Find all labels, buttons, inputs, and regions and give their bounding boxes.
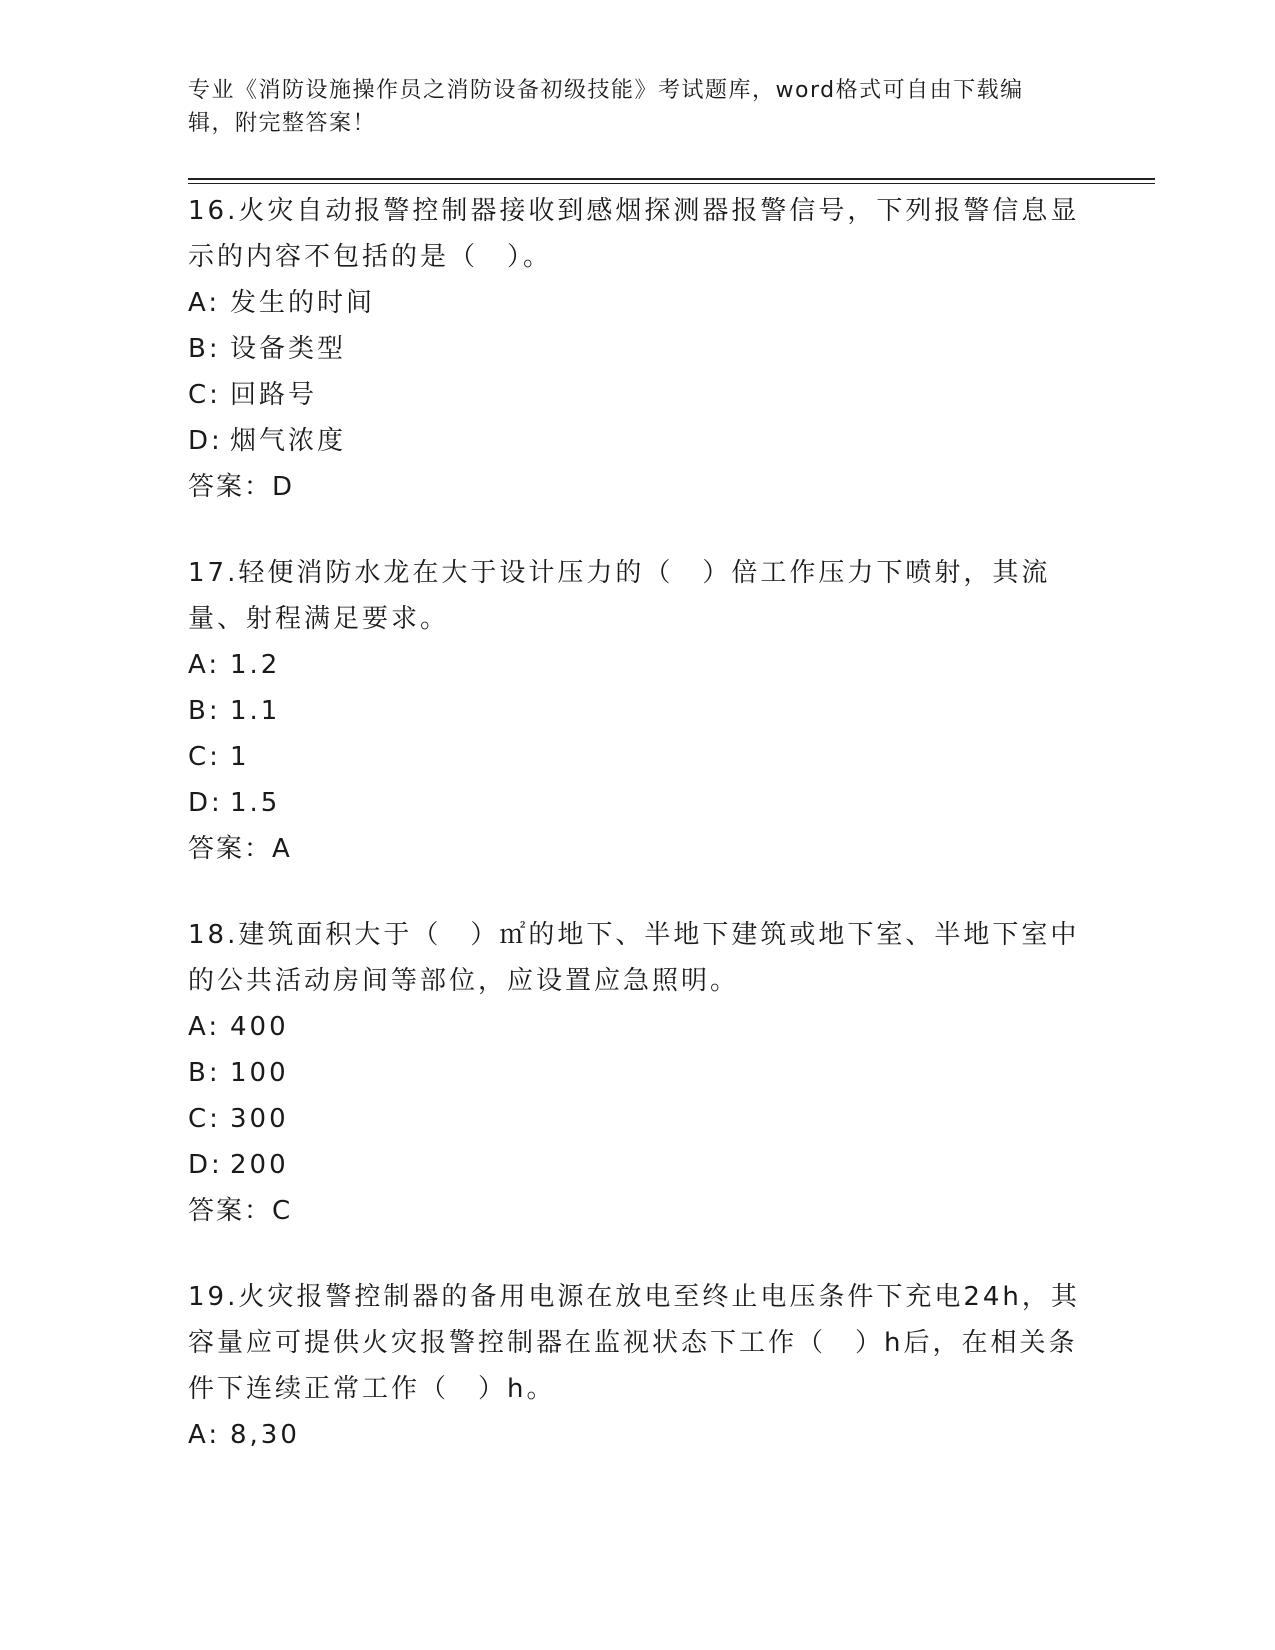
option-b [188, 326, 1088, 372]
answer-line: 答案：C [188, 1196, 293, 1226]
option-text: 300 [230, 1104, 289, 1134]
option-key: C: [188, 742, 221, 772]
option-b [188, 688, 1088, 734]
option-a [188, 1004, 1088, 1050]
option-c [188, 372, 1088, 418]
header-divider-thin [188, 183, 1155, 184]
document-header: 专业《消防设施操作员之消防设备初级技能》考试题库，word格式可自由下载编辑，附完整答案！ [188, 78, 1024, 136]
answer-line: 答案：A [188, 834, 292, 864]
question-19 [188, 1274, 1088, 1458]
question-stem: 19.火灾报警控制器的备用电源在放电至终止电压条件下充电24h，其容量应可提供火灾报警控制器在监视状态下工作（ ）h后，在相关条件下连续正常工作（ ）h。 [188, 1282, 1080, 1404]
option-key: A: [188, 650, 221, 680]
option-text: 烟气浓度 [230, 426, 347, 456]
option-text: 100 [230, 1058, 289, 1088]
option-text: 设备类型 [230, 334, 347, 364]
option-text: 1.2 [230, 650, 281, 680]
option-d [188, 780, 1088, 826]
question-stem: 18.建筑面积大于（ ）㎡的地下、半地下建筑或地下室、半地下室中的公共活动房间等部位，应设置应急照明。 [188, 920, 1080, 996]
option-key: A: [188, 1420, 221, 1450]
option-key: C: [188, 1104, 221, 1134]
option-a [188, 280, 1088, 326]
option-a [188, 1412, 1088, 1458]
option-c [188, 734, 1088, 780]
question-16 [188, 188, 1088, 510]
option-text: 1 [230, 742, 250, 772]
option-text: 1.1 [230, 696, 281, 726]
option-d [188, 418, 1088, 464]
option-c [188, 1096, 1088, 1142]
option-text: 8,30 [230, 1420, 300, 1450]
option-b [188, 1050, 1088, 1096]
header-divider-thick [188, 178, 1155, 180]
answer-line: 答案：D [188, 472, 295, 502]
option-key: D: [188, 788, 223, 818]
option-key: C: [188, 380, 221, 410]
question-17 [188, 550, 1088, 872]
option-key: A: [188, 288, 221, 318]
question-18 [188, 912, 1088, 1234]
option-key: B: [188, 696, 221, 726]
option-key: B: [188, 334, 221, 364]
option-text: 回路号 [230, 380, 318, 410]
option-text: 200 [230, 1150, 289, 1180]
option-key: A: [188, 1012, 221, 1042]
option-text: 1.5 [230, 788, 281, 818]
option-key: D: [188, 426, 223, 456]
option-a [188, 642, 1088, 688]
option-text: 发生的时间 [230, 288, 376, 318]
question-stem: 17.轻便消防水龙在大于设计压力的（ ）倍工作压力下喷射，其流量、射程满足要求。 [188, 558, 1051, 634]
option-key: B: [188, 1058, 221, 1088]
question-list [188, 188, 1088, 1498]
option-d [188, 1142, 1088, 1188]
option-text: 400 [230, 1012, 289, 1042]
question-stem: 16.火灾自动报警控制器接收到感烟探测器报警信号，下列报警信息显示的内容不包括的是（ ）。 [188, 196, 1080, 272]
option-key: D: [188, 1150, 223, 1180]
